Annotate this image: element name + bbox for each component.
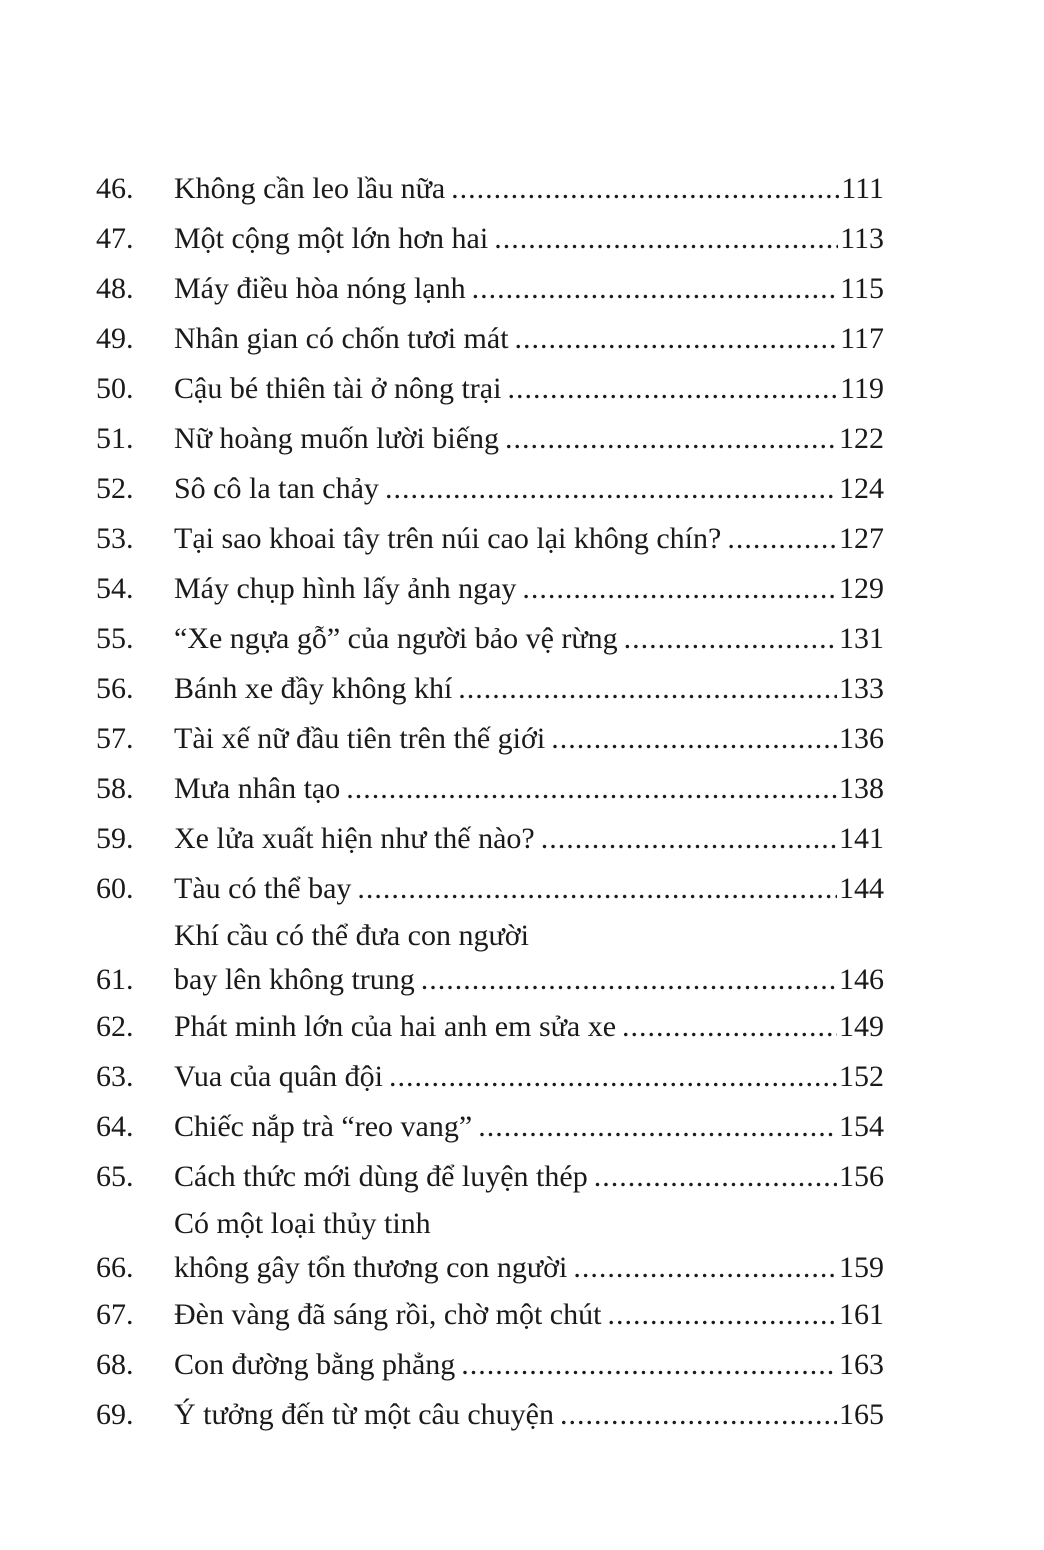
toc-dot-leader [624,614,837,664]
toc-entry-number: 65. [96,1160,134,1193]
toc-entry-number: 47. [96,222,134,255]
toc-entry-title: Bánh xe đầy không khí [174,672,453,705]
toc-page-number: 156 [839,1160,884,1193]
toc-page-number: 122 [839,422,884,455]
toc-entry-title: Một cộng một lớn hơn hai [174,222,489,255]
toc-entry [96,1002,884,1052]
toc-dot-leader [357,864,837,914]
toc-entry-title: Máy điều hòa nóng lạnh [174,272,466,305]
toc-dot-leader [607,1290,837,1340]
toc-entry-title: “Xe ngựa gỗ” của người bảo vệ rừng [174,622,618,655]
toc-entry [96,1290,884,1340]
toc-entry [96,514,884,564]
toc-entry-number: 46. [96,172,134,205]
toc-entry-title: Máy chụp hình lấy ảnh ngay [174,572,517,605]
toc-page-number: 149 [839,1010,884,1043]
toc-entry [96,414,884,464]
toc-entry [96,614,884,664]
toc-page-number: 138 [839,772,884,805]
toc-dot-leader [551,714,837,764]
toc-entry-number: 61. [96,963,134,996]
toc-dot-leader [622,1002,837,1052]
toc-page-number: 131 [839,622,884,655]
toc-entry-title: Khí cầu có thể đưa con người [174,919,529,952]
toc-entry-number: 64. [96,1110,134,1143]
toc-page-number: 136 [839,722,884,755]
toc-page-number: 144 [839,872,884,905]
toc-entry [96,1052,884,1102]
toc-entry-title: Tại sao khoai tây trên núi cao lại không chín? [174,522,722,555]
toc-page-number: 152 [839,1060,884,1093]
toc-dot-leader [541,814,837,864]
toc-page-number: 133 [839,672,884,705]
toc-entry-number: 66. [96,1251,134,1284]
toc-entry-number: 51. [96,422,134,455]
toc-page-number: 115 [840,272,884,305]
toc-entry-title: Nhân gian có chốn tươi mát [174,322,509,355]
toc-dot-leader [458,664,837,714]
toc-page-number: 117 [840,322,884,355]
toc-entry-title: Tài xế nữ đầu tiên trên thế giới [174,722,546,755]
toc-page-number: 119 [840,372,884,405]
toc-entry-number: 67. [96,1298,134,1331]
toc-entry [96,1152,884,1202]
toc-page-number: 111 [841,172,884,205]
toc-dot-leader [522,564,837,614]
toc-entry [96,264,884,314]
toc-entry [96,1340,884,1390]
toc-page-number: 159 [839,1251,884,1284]
toc-page-number: 154 [839,1110,884,1143]
toc-page-number: 146 [839,963,884,996]
toc-page-number: 161 [839,1298,884,1331]
toc-entry-number: 68. [96,1348,134,1381]
toc-dot-leader [346,764,837,814]
toc-entry [96,164,884,214]
table-of-contents [96,164,884,1440]
toc-entry [96,564,884,614]
toc-dot-leader [560,1390,837,1440]
toc-entry-title: Con đường bằng phẳng [174,1348,456,1381]
toc-entry-title: Chiếc nắp trà “reo vang” [174,1110,473,1143]
toc-dot-leader [594,1152,837,1202]
toc-entry-number: 58. [96,772,134,805]
toc-dot-leader [385,464,837,514]
toc-entry [96,864,884,914]
toc-entry-number: 56. [96,672,134,705]
toc-entry-title: không gây tổn thương con người [174,1251,568,1284]
toc-entry-title: Ý tưởng đến từ một câu chuyện [174,1398,554,1431]
toc-page-number: 124 [839,472,884,505]
toc-entry [96,314,884,364]
toc-entry-number: 53. [96,522,134,555]
toc-entry-title: Phát minh lớn của hai anh em sửa xe [174,1010,617,1043]
toc-page-number: 141 [839,822,884,855]
toc-entry-title: Đèn vàng đã sáng rồi, chờ một chút [174,1298,602,1331]
toc-entry-title: Mưa nhân tạo [174,772,341,805]
toc-entry-number: 69. [96,1398,134,1431]
toc-entry-number: 55. [96,622,134,655]
toc-entry-title: Không cần leo lầu nữa [174,172,446,205]
toc-entry-title: Vua của quân đội [174,1060,383,1093]
toc-dot-leader [389,1052,837,1102]
toc-entry-title: Cậu bé thiên tài ở nông trại [174,372,502,405]
toc-entry-number: 48. [96,272,134,305]
toc-entry-title: Nữ hoàng muốn lười biếng [174,422,500,455]
toc-entry [96,764,884,814]
toc-dot-leader [515,314,839,364]
toc-dot-leader [573,1246,837,1290]
toc-page-number: 113 [840,222,884,255]
toc-entry-number: 50. [96,372,134,405]
toc-entry-number: 63. [96,1060,134,1093]
toc-entry-title: Cách thức mới dùng để luyện thép [174,1160,588,1193]
toc-entry-title: bay lên không trung [174,963,415,996]
toc-entry [96,664,884,714]
toc-dot-leader [507,364,838,414]
toc-page-number: 127 [839,522,884,555]
toc-entry-number: 60. [96,872,134,905]
toc-dot-leader [451,164,839,214]
toc-page-number: 163 [839,1348,884,1381]
toc-entry [96,914,884,1002]
toc-dot-leader [472,264,839,314]
toc-entry-number: 57. [96,722,134,755]
toc-page-number: 129 [839,572,884,605]
toc-entry-number: 59. [96,822,134,855]
toc-entry-number: 52. [96,472,134,505]
toc-dot-leader [421,958,837,1002]
toc-dot-leader [478,1102,837,1152]
toc-entry [96,714,884,764]
toc-entry-title: Tàu có thể bay [174,872,352,905]
toc-entry [96,1102,884,1152]
toc-entry [96,464,884,514]
toc-entry-title: Xe lửa xuất hiện như thế nào? [174,822,535,855]
toc-entry [96,364,884,414]
toc-entry-number: 62. [96,1010,134,1043]
toc-dot-leader [505,414,837,464]
toc-entry [96,814,884,864]
toc-entry [96,1390,884,1440]
toc-entry [96,1202,884,1290]
toc-entry [96,214,884,264]
toc-page-number: 165 [839,1398,884,1431]
toc-entry-title: Sô cô la tan chảy [174,472,379,505]
toc-dot-leader [494,214,838,264]
toc-dot-leader [727,514,837,564]
toc-entry-number: 49. [96,322,134,355]
toc-entry-number: 54. [96,572,134,605]
toc-entry-title: Có một loại thủy tinh [174,1207,431,1240]
toc-dot-leader [461,1340,837,1390]
